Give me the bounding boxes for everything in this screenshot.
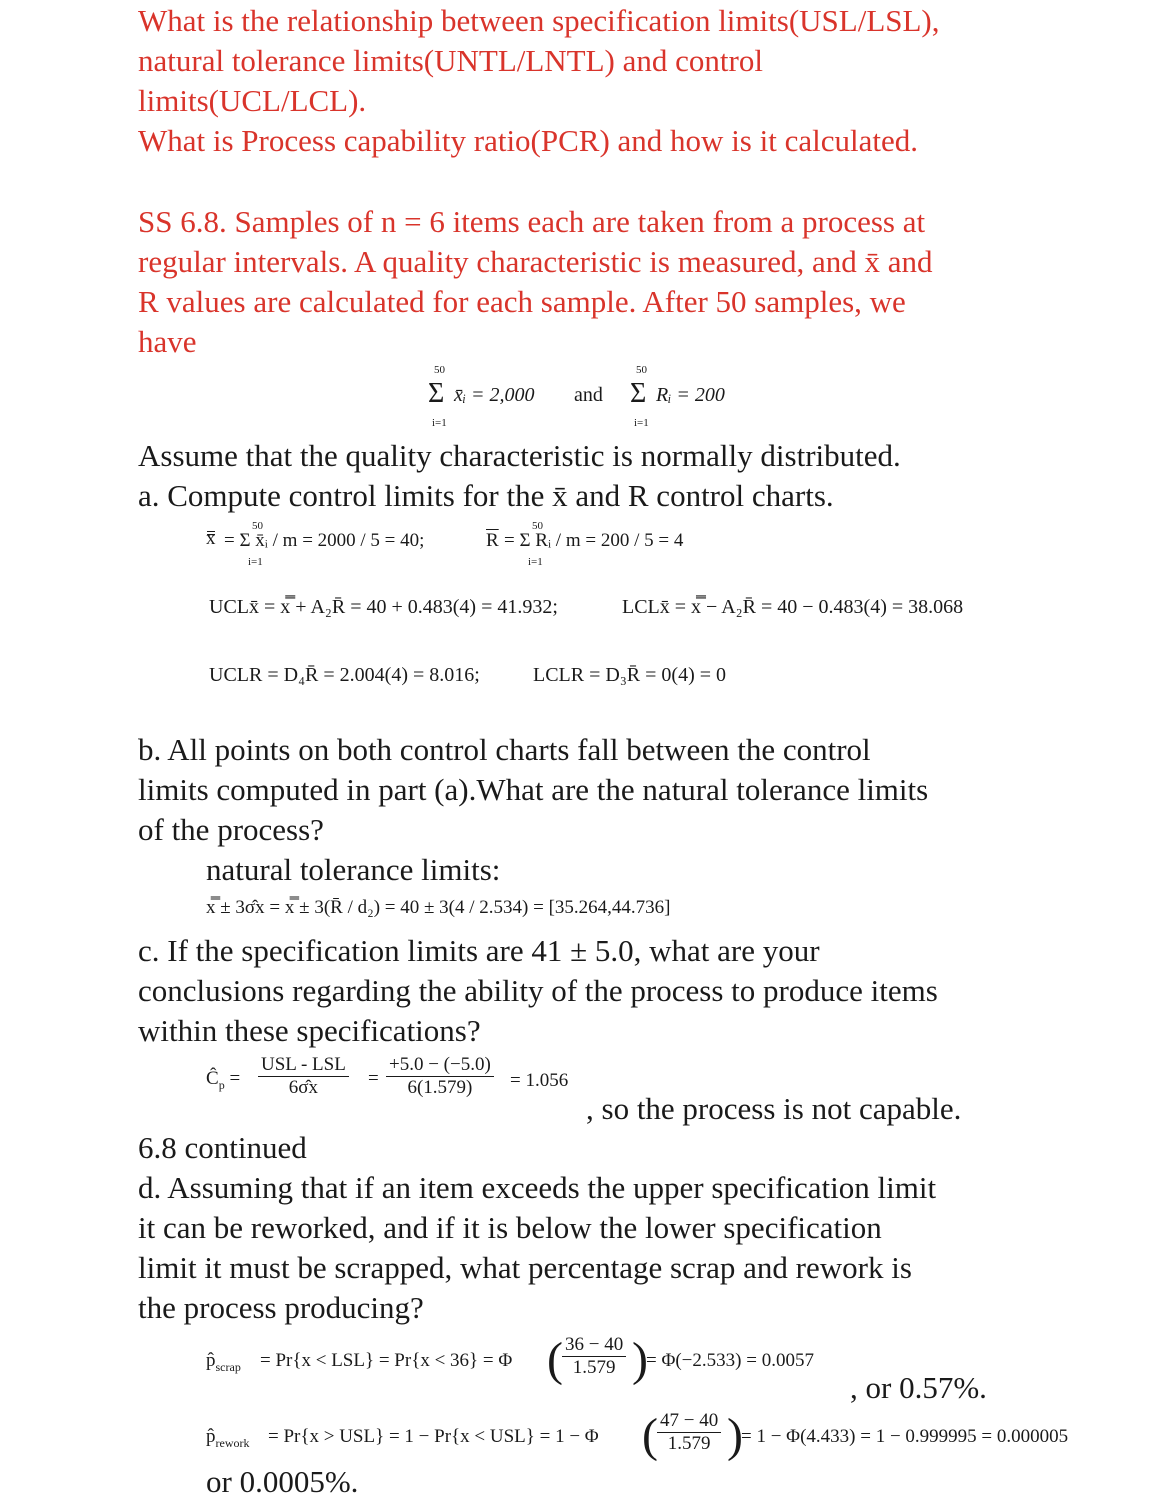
rework-numerator: 47 − 40 [657,1410,721,1433]
sum-x-value: x̄ᵢ = 2,000 [454,384,535,406]
sum-r-value: Rᵢ = 200 [656,384,725,406]
rework-paren-open: ( [642,1409,658,1462]
part-d-line-4: the process producing? [138,1290,424,1325]
part-d-line-3: limit it must be scrapped, what percentage scrap and rework is [138,1250,912,1285]
part-c-line-2: conclusions regarding the ability of the process to produce items [138,973,938,1008]
cp-conclusion: , so the process is not capable. [586,1091,962,1126]
rework-paren-close: ) [727,1409,743,1462]
cp-symbol: $Ĉ_p$ = [206,1068,241,1092]
sum-r-lower: i=1 [634,417,649,429]
rbar-symbol: $\overline{R}$ [486,530,499,551]
part-b-line-2: limits computed in part (a).What are the natural tolerance limits [138,772,929,807]
part-b-line-3: of the process? [138,812,324,847]
natural-tolerance-label: natural tolerance limits: [206,852,501,887]
scrap-paren-close: ) [632,1333,648,1386]
lcl-r-equation: LCLR = D₃R̄ = 0(4) = 0 [533,664,727,686]
problem-line-4: have [138,324,197,359]
ucl-r-equation: UCLR = D₄R̄ = 2.004(4) = 8.016; [209,664,480,686]
p-rework-symbol: $p̂_{rework}$ [206,1426,250,1450]
sum-upper-1: 50 [252,520,263,532]
given-and: and [574,384,603,406]
scrap-paren-open: ( [547,1333,563,1386]
part-c-line-3: within these specifications? [138,1013,481,1048]
cp-equation [206,1054,596,1114]
scrap-numerator: 36 − 40 [562,1334,626,1357]
rework-equation [206,1410,1126,1468]
sum-x-lower: i=1 [432,417,447,429]
cp-equals: = [368,1068,379,1089]
part-d-line-1: d. Assuming that if an item exceeds the upper specification limit [138,1170,937,1205]
rbar-formula: = Σ Rᵢ / m = 200 / 5 = 4 [504,530,684,551]
continued-heading: 6.8 continued [138,1130,307,1165]
sum-x-sigma: Σ [428,378,445,409]
scrap-denominator: 1.579 [572,1357,616,1378]
grand-mean-equation [206,520,746,566]
header-question-1: What is the relationship between specification limits(USL/LSL), [138,3,940,38]
rework-fraction [657,1410,721,1455]
cp-numerator: USL - LSL [258,1054,349,1077]
sum-lower-2: i=1 [528,556,543,568]
scrap-equation [206,1334,866,1392]
part-a-question: a. Compute control limits for the x̄ and R control charts. [138,478,834,513]
sum-x-upper: 50 [434,364,445,376]
scrap-fraction [562,1334,626,1379]
part-c-line-1: c. If the specification limits are 41 ± 5.0, what are your [138,933,820,968]
scrap-left: = Pr{x < LSL} = Pr{x < 36} = Φ [260,1350,513,1371]
header-question-1-cont: natural tolerance limits(UNTL/LNTL) and control [138,43,763,78]
cp-denominator-values: 6(1.579) [407,1077,473,1098]
problem-line-3: R values are calculated for each sample. After 50 samples, we [138,284,906,319]
cp-result: = 1.056 [510,1070,569,1091]
part-d-line-2: it can be reworked, and if it is below the lower specification [138,1210,882,1245]
ucl-xbar-equation: UCLx̄ = x̿ + A₂R̄ = 40 + 0.483(4) = 41.932; [209,596,558,618]
sum-r-upper: 50 [636,364,647,376]
cp-denominator: 6σ̂x [288,1077,319,1098]
sum-lower-1: i=1 [248,556,263,568]
problem-line-1: SS 6.8. Samples of n = 6 items each are taken from a process at [138,204,926,239]
scrap-percentage: , or 0.57%. [850,1370,987,1405]
rework-right: = 1 − Φ(4.433) = 1 − 0.999995 = 0.000005 [741,1426,1069,1447]
assume-statement: Assume that the quality characteristic is normally distributed. [138,438,901,473]
grand-mean-formula: = Σ x̄ᵢ / m = 2000 / 5 = 40; [224,530,425,551]
sum-r-sigma: Σ [630,378,647,409]
header-question-1-end: limits(UCL/LCL). [138,83,367,118]
rework-denominator: 1.579 [667,1433,711,1454]
rework-left: = Pr{x > USL} = 1 − Pr{x < USL} = 1 − Φ [268,1426,599,1447]
cp-numerator-values: +5.0 − (−5.0) [386,1054,494,1077]
part-b-line-1: b. All points on both control charts fall between the control [138,732,871,767]
cp-fraction-2 [386,1054,494,1099]
scrap-right: = Φ(−2.533) = 0.0057 [646,1350,814,1371]
given-equation [426,362,766,432]
cp-fraction-1 [258,1054,349,1099]
p-scrap-symbol: $p̂_{scrap}$ [206,1350,241,1374]
rework-percentage: or 0.0005%. [206,1464,359,1499]
natural-tolerance-formula: x̿ ± 3σ̂x = x̿ ± 3(R̄ / d₂) = 40 ± 3(4 / 2.534) = [35.264,44.736] [206,897,671,918]
xdbar-symbol: x [206,528,216,549]
lcl-xbar-equation: LCLx̄ = x̿ − A₂R̄ = 40 − 0.483(4) = 38.068 [622,596,964,618]
header-question-2: What is Process capability ratio(PCR) and how is it calculated. [138,123,918,158]
problem-line-2: regular intervals. A quality characteristic is measured, and x̄ and [138,244,933,279]
sum-upper-2: 50 [532,520,543,532]
